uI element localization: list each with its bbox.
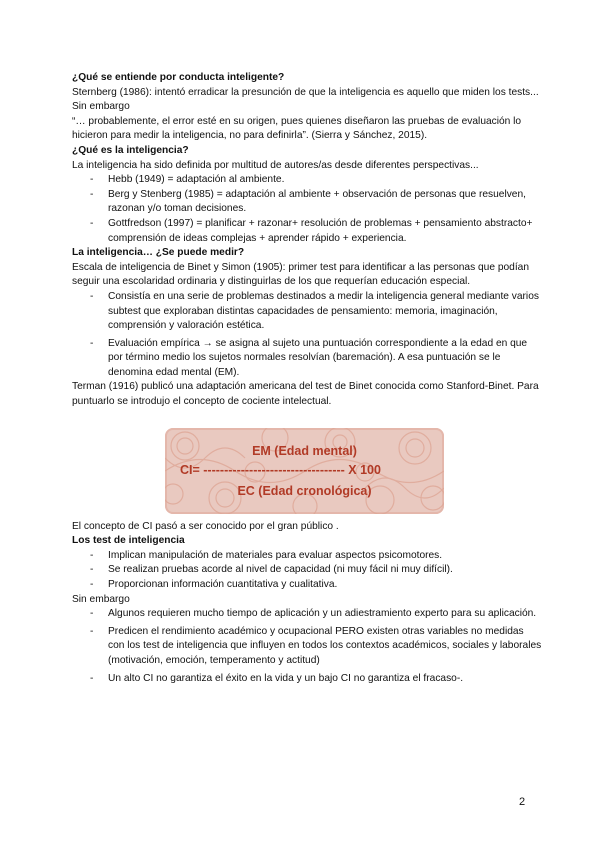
list-limitations: [72, 607, 542, 686]
list-item: - Algunos requieren mucho tiempo de aplicación y un adiestramiento experto para su aplicación.: [108, 607, 542, 622]
paragraph-definida: La inteligencia ha sido definida por multitud de autores/as desde diferentes perspectivas...: [72, 159, 479, 171]
list-item: - Implican manipulación de materiales para evaluar aspectos psicomotores.: [108, 549, 542, 564]
heading-que-es-inteligencia: ¿Qué es la inteligencia?: [72, 144, 189, 156]
paragraph-sin-embargo-2: Sin embargo: [72, 593, 130, 605]
heading-conducta-inteligente: ¿Qué se entiende por conducta inteligente?: [72, 72, 285, 83]
list-item: - Hebb (1949) = adaptación al ambiente.: [108, 173, 542, 188]
formula-numerator: EM (Edad mental): [252, 443, 357, 458]
paragraph-sin-embargo-1: Sin embargo: [72, 101, 130, 113]
formula-denominator: EC (Edad cronológica): [237, 483, 372, 498]
list-item: - Berg y Stenberg (1985) = adaptación al ambiente + observación de personas que resuelven, razonan y/o toman decisiones.: [108, 188, 542, 217]
paragraph-binet-simon: Escala de inteligencia de Binet y Simon (1905): primer test para identificar a las personas que podían seguir una escolaridad ordinaria y distinguirlas de los que requerían educación especial.: [72, 261, 529, 288]
list-definitions: [72, 173, 542, 246]
list-item: - Evaluación empírica → se asigna al sujeto una puntuación correspondiente a la edad en que por término medio los sujetos normales resolvían (baremación). A esa puntuación se le denomina edad mental (EM).: [108, 337, 542, 381]
page-content: [72, 71, 542, 686]
heading-test-inteligencia: Los test de inteligencia: [72, 535, 185, 547]
formula-ci-line: CI= ---------------------------------- X 100: [180, 462, 381, 477]
formula-figure: [72, 422, 542, 520]
list-item: - Se realizan pruebas acorde al nivel de capacidad (ni muy fácil ni muy difícil).: [108, 563, 542, 578]
list-item: - Gottfredson (1997) = planificar + razonar+ resolución de problemas + pensamiento abstracto+ comprensión de ideas complejas + aprender rápido + experiencia.: [108, 217, 542, 246]
paragraph-sternberg: Sternberg (1986): intentó erradicar la presunción de que la inteligencia es aquello que miden los tests...: [72, 86, 539, 98]
list-item: - Proporcionan información cuantitativa y cualitativa.: [108, 578, 542, 593]
list-tests: [72, 549, 542, 593]
ci-formula-box: [165, 428, 444, 514]
list-binet: [72, 290, 542, 381]
list-item: - Consistía en una serie de problemas destinados a medir la inteligencia general mediante varios subtest que exploraban distintas capacidades de pensamiento: memoria, imaginación, comprensión y valoración estética.: [108, 290, 542, 334]
list-item: - Predicen el rendimiento académico y ocupacional PERO existen otras variables no medidas con los test de inteligencia que influyen en todos los contextos académicos, sociales y laborales (motivación, emoción, temperamento y actitud): [108, 625, 542, 669]
page-number: 2: [519, 796, 526, 808]
heading-se-puede-medir: La inteligencia… ¿Se puede medir?: [72, 247, 245, 259]
paragraph-quote: “… probablemente, el error esté en su origen, pues quienes diseñaron las pruebas de evaluación lo hicieron para medir la inteligencia, no para definirla”. (Sierra y Sánchez, 2015).: [72, 115, 522, 142]
list-item: - Un alto CI no garantiza el éxito en la vida y un bajo CI no garantiza el fracaso-.: [108, 672, 542, 687]
paragraph-ci-publico: El concepto de CI pasó a ser conocido por el gran público .: [72, 520, 339, 532]
paragraph-terman: Terman (1916) publicó una adaptación americana del test de Binet conocida como Stanford-Binet. Para puntuarlo se introdujo el concepto de cociente intelectual.: [72, 381, 539, 408]
